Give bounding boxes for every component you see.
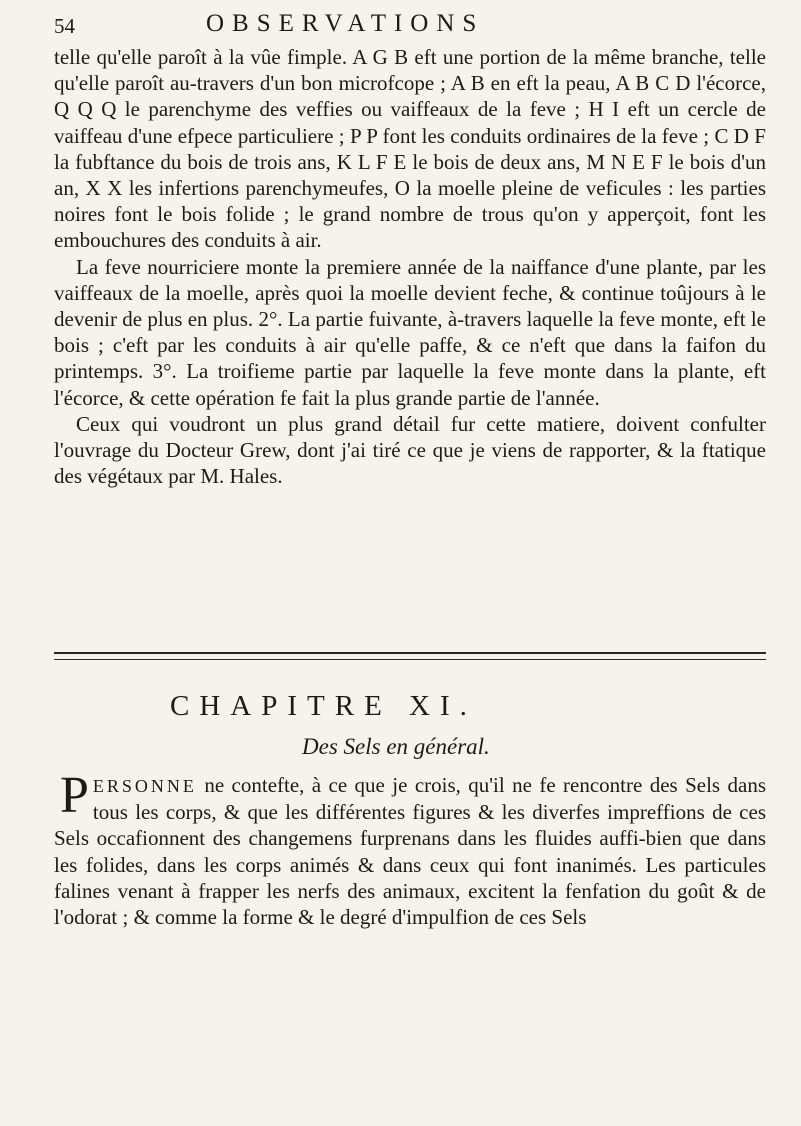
opening-word: ERSONNE bbox=[92, 776, 197, 796]
paragraph-references: Ceux qui voudront un plus grand détail fur cette matiere, doivent confulter l'ouvrage du Docteur Grew, dont j'ai tiré ce que je viens de rapporter, & la ftatique des végétaux par M. Hales. bbox=[54, 411, 766, 489]
paragraph-figure-description: telle qu'elle paroît à la vûe fimple. A G B eft une portion de la même branche, telle qu'elle paroît au-travers d'un bon microfcope ; A B en eft la peau, A B C D l'écorce, Q Q Q le parenchyme des veffies ou vaiffeaux de la feve ; H I eft un cercle de vaiffeau d'une efpece particuliere ; P P font les conduits ordinaires de la feve ; C D F la fubftance du bois de trois ans, K L F E le bois de deux ans, M N E F le bois d'un an, X X les infertions parenchymeufes, O la moelle pleine de veficules : les parties noires font le bois folide ; le grand nombre de trous qu'on y apperçoit, font les embouchures des conduits à air. bbox=[54, 45, 766, 253]
paragraph-sap-ascent: La feve nourriciere monte la premiere année de la naiffance d'une plante, par les vaiffeaux de la moelle, après quoi la moelle devient feche, & continue toûjours à le devenir de plus en plus. 2°. La partie fuivante, à-travers laquelle la feve monte, eft le bois ; c'eft par les conduits à air qu'elle paffe, & ce n'eft que dans la faifon du printemps. 3°. La troifieme partie par laquelle la feve monte dans la plante, eft l'écorce, & cette opération fe fait la plus grande partie de l'année. bbox=[54, 254, 766, 410]
section-divider bbox=[54, 652, 766, 660]
chapter-opening-paragraph bbox=[54, 767, 766, 930]
chapter-body-text: ne contefte, à ce que je crois, qu'il ne fe rencontre des Sels dans tous les corps, & que les différentes figures & les diverfes impreffions de ces Sels occafionnent des changemens furprenans dans les fluides auffi-bien que dans les folides, dans les corps animés & dans ceux qui font inanimés. Les particules falines venant à frapper les nerfs des animaux, excitent la fenfation du goût & de l'odorat ; & comme la forme & le degré d'impulfion de ces Sels bbox=[54, 773, 766, 930]
running-title: OBSERVATIONS bbox=[206, 10, 485, 37]
chapter-subtitle: Des Sels en général. bbox=[302, 734, 490, 759]
page-number: 54 bbox=[54, 14, 75, 38]
chapter-text-block bbox=[54, 767, 766, 930]
drop-cap: P bbox=[60, 767, 89, 824]
chapter-title: CHAPITRE XI. bbox=[170, 690, 477, 722]
upper-text-block bbox=[54, 44, 766, 489]
running-head bbox=[54, 10, 754, 40]
